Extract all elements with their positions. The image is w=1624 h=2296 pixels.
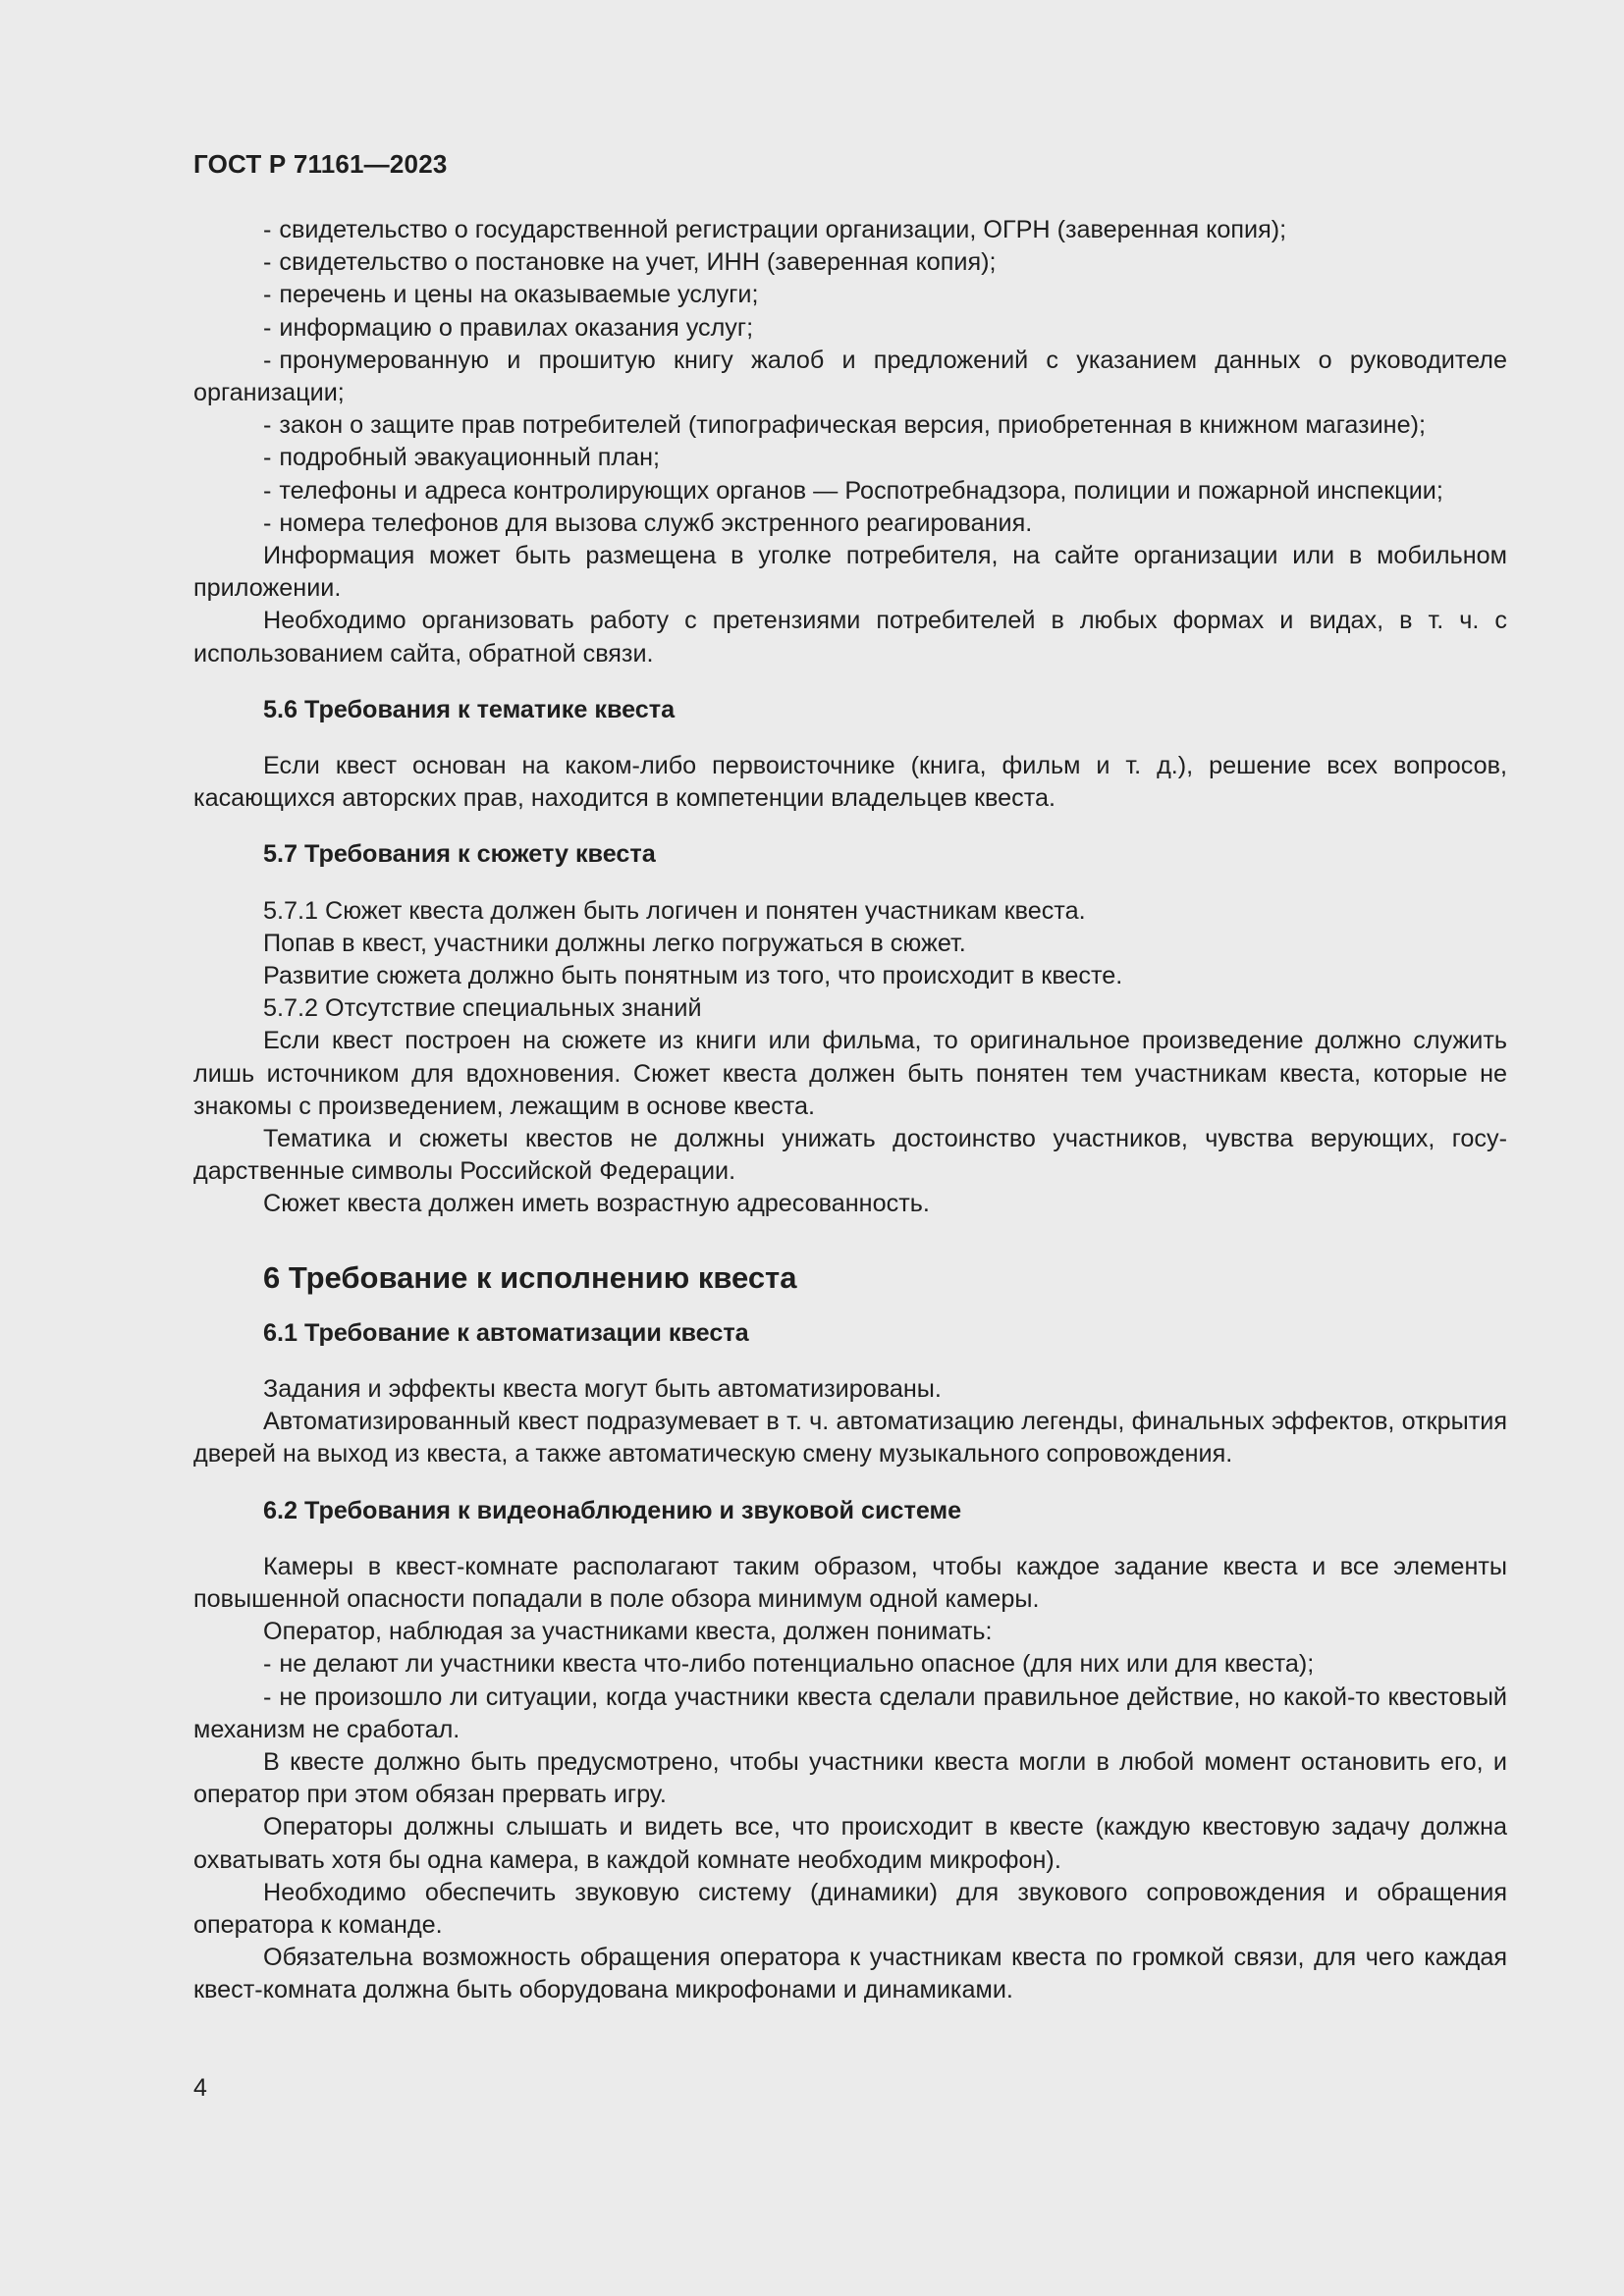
paragraph: Если квест построен на сюжете из книги или фильма, то оригинальное произведение должно служить лишь источником для вдохновения. Сюжет квеста должен быть понятен тем участникам квеста, которые не знакомы с произведением, лежащим в основе квеста. — [193, 1027, 1507, 1120]
section-heading-5-6: 5.6 Требования к тематике квеста — [263, 695, 676, 723]
list-marker: - — [263, 313, 272, 342]
paragraph: Операторы должны слышать и видеть все, что происходит в квесте (каждую квестовую задачу должна охватывать хотя бы одна камера, в каждой комнате необходим микрофон). — [193, 1813, 1507, 1874]
list-item-text: свидетельство о государственной регистрации организации, ОГРН (заверенная копия); — [279, 216, 1287, 243]
section-heading-6-1: 6.1 Требование к автоматизации квеста — [263, 1318, 749, 1347]
paragraph: Задания и эффекты квеста могут быть автоматизированы. — [263, 1374, 942, 1403]
list-marker: - — [263, 508, 272, 537]
list-marker: - — [263, 346, 272, 374]
list-marker: - — [263, 411, 272, 440]
list-item — [193, 1682, 1507, 1746]
paragraph: Развитие сюжета должно быть понятным из того, что происходит в квесте. — [263, 962, 1123, 990]
list-item-text: пронумерованную и прошитую книгу жалоб и предложений с указанием данных о руководителе организации; — [193, 346, 1507, 407]
section-heading-5-7: 5.7 Требования к сюжету квеста — [263, 840, 656, 869]
paragraph: Камеры в квест-комнате располагают таким образом, чтобы каждое задание квеста и все элементы повышенной опасности попадали в поле обзора минимум одной камеры. — [193, 1552, 1507, 1613]
list-marker: - — [263, 248, 272, 277]
document-id-header: ГОСТ Р 71161—2023 — [193, 149, 448, 179]
list-item — [193, 475, 1507, 507]
paragraph: В квесте должно быть предусмотрено, чтобы участники квеста могли в любой момент остановить его, и оператор при этом обязан прервать игру. — [193, 1747, 1507, 1809]
paragraph: 5.7.2 Отсутствие специальных знаний — [263, 994, 702, 1023]
paragraph: Если квест основан на каком-либо первоисточнике (книга, фильм и т. д.), решение всех вопросов, касающихся авторских прав, находится в компетенции владельцев квеста. — [193, 752, 1507, 813]
list-item-text: номера телефонов для вызова служб экстренного реагирования. — [279, 508, 1033, 537]
list-item — [193, 409, 1507, 442]
paragraph: Сюжет квеста должен иметь возрастную адресованность. — [263, 1190, 930, 1218]
list-item — [193, 246, 1507, 279]
page-number: 4 — [193, 2074, 207, 2102]
paragraph: Необходимо обеспечить звуковую систему (динамики) для звукового сопровождения и обращения оператора к команде. — [193, 1878, 1507, 1939]
list-marker: - — [263, 1650, 272, 1679]
list-item-text: информацию о правилах оказания услуг; — [279, 313, 754, 342]
list-item — [193, 507, 1507, 540]
list-marker: - — [263, 216, 272, 243]
paragraph: 5.7.1 Сюжет квеста должен быть логичен и понятен участникам квеста. — [263, 896, 1086, 925]
list-marker: - — [263, 281, 272, 309]
list-item-text: подробный эвакуационный план; — [279, 444, 661, 472]
list-marker: - — [263, 444, 272, 472]
list-item-text: телефоны и адреса контролирующих органов — Роспотребнадзора, полиции и пожарной инспекции; — [279, 476, 1443, 505]
paragraph: Тематика и сюжеты квестов не должны унижать достоинство участников, чувства верующих, государственные символы Российской Федерации. — [193, 1125, 1507, 1186]
document-page — [193, 147, 1507, 2007]
list-marker: - — [263, 1682, 272, 1711]
list-marker: - — [263, 476, 272, 505]
paragraph: Необходимо организовать работу с претензиями потребителей в любых формах и видах, в т. ч. с использованием сайта, обратной связи. — [193, 607, 1507, 667]
section-heading-6: 6 Требование к исполнению квеста — [263, 1259, 797, 1295]
paragraph: Информация может быть размещена в уголке потребителя, на сайте организации или в мобильном приложении. — [193, 542, 1507, 603]
list-item-text: не делают ли участники квеста что-либо потенциально опасное (для них или для квеста); — [279, 1650, 1315, 1679]
list-item-text: закон о защите прав потребителей (типографическая версия, приобретенная в книжном магазине); — [279, 411, 1426, 440]
document-body — [193, 214, 1507, 2007]
list-item — [193, 312, 1507, 345]
list-item-text: свидетельство о постановке на учет, ИНН (заверенная копия); — [279, 248, 997, 277]
list-item-text: не произошло ли ситуации, когда участники квеста сделали правильное действие, но какой-то квестовый механизм не сработал. — [193, 1682, 1507, 1743]
paragraph: Обязательна возможность обращения оператора к участникам квеста по громкой связи, для чего каждая квест-комната должна быть оборудована микрофонами и динамиками. — [193, 1944, 1507, 2004]
list-item — [193, 345, 1507, 409]
list-item-text: перечень и цены на оказываемые услуги; — [279, 281, 759, 309]
list-item — [193, 442, 1507, 474]
list-item — [193, 214, 1507, 246]
paragraph: Автоматизированный квест подразумевает в т. ч. автоматизацию легенды, финальных эффектов, открытия дверей на выход из квеста, а также автоматическую смену музыкального сопровождения. — [193, 1408, 1507, 1468]
section-heading-6-2: 6.2 Требования к видеонаблюдению и звуковой системе — [263, 1496, 962, 1524]
list-item — [193, 1648, 1507, 1681]
paragraph: Попав в квест, участники должны легко погружаться в сюжет. — [263, 929, 966, 957]
list-item — [193, 279, 1507, 311]
paragraph: Оператор, наблюдая за участниками квеста, должен понимать: — [263, 1618, 993, 1646]
